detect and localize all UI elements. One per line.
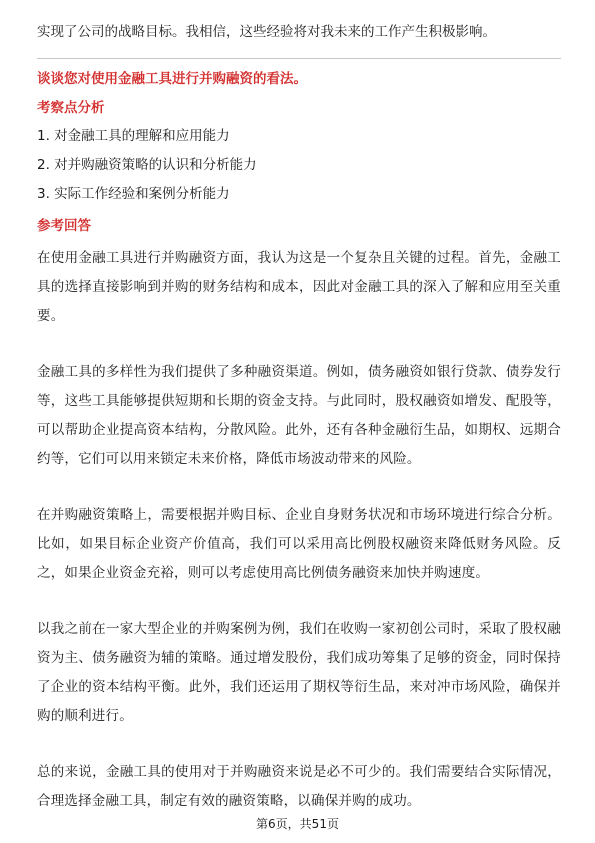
analysis-point: 2. 对并购融资策略的认识和分析能力	[37, 157, 257, 173]
section-divider	[37, 58, 561, 59]
intro-paragraph: 实现了公司的战略目标。我相信，这些经验将对我未来的工作产生积极影响。	[37, 24, 496, 40]
answer-paragraph: 在并购融资策略上，需要根据并购目标、企业自身财务状况和市场环境进行综合分析。比如，如果目标企业资产价值高，我们可以采用高比例股权融资来降低财务风险。反之，如果企业资金充裕，则可以考虑使用高比例债务融资来加快并购速度。	[37, 507, 561, 581]
answer-paragraph: 金融工具的多样性为我们提供了多种融资渠道。例如，债务融资如银行贷款、债券发行等，这些工具能够提供短期和长期的资金支持。与此同时，股权融资如增发、配股等，可以帮助企业提高资本结构，分散风险。此外，还有各种金融衍生品，如期权、远期合约等，它们可以用来锁定未来价格，降低市场波动带来的风险。	[37, 364, 561, 467]
reference-heading: 参考回答	[37, 218, 91, 234]
reference-answer	[37, 244, 561, 843]
analysis-point: 3. 实际工作经验和案例分析能力	[37, 186, 230, 202]
page-number: 第6页，共51页	[256, 817, 339, 831]
answer-paragraph: 总的来说，金融工具的使用对于并购融资来说是必不可少的。我们需要结合实际情况，合理选择金融工具，制定有效的融资策略，以确保并购的成功。	[37, 764, 561, 809]
analysis-points	[37, 126, 561, 213]
answer-paragraph: 在使用金融工具进行并购融资方面，我认为这是一个复杂且关键的过程。首先，金融工具的选择直接影响到并购的财务结构和成本，因此对金融工具的深入了解和应用至关重要。	[37, 250, 561, 324]
analysis-point: 1. 对金融工具的理解和应用能力	[37, 128, 230, 144]
question-title: 谈谈您对使用金融工具进行并购融资的看法。	[37, 71, 307, 87]
answer-paragraph: 以我之前在一家大型企业的并购案例为例，我们在收购一家初创公司时，采取了股权融资为主、债务融资为辅的策略。通过增发股份，我们成功筹集了足够的资金，同时保持了企业的资本结构平衡。此外，我们还运用了期权等衍生品，来对冲市场风险，确保并购的顺利进行。	[37, 621, 561, 724]
analysis-heading: 考察点分析	[37, 100, 105, 116]
